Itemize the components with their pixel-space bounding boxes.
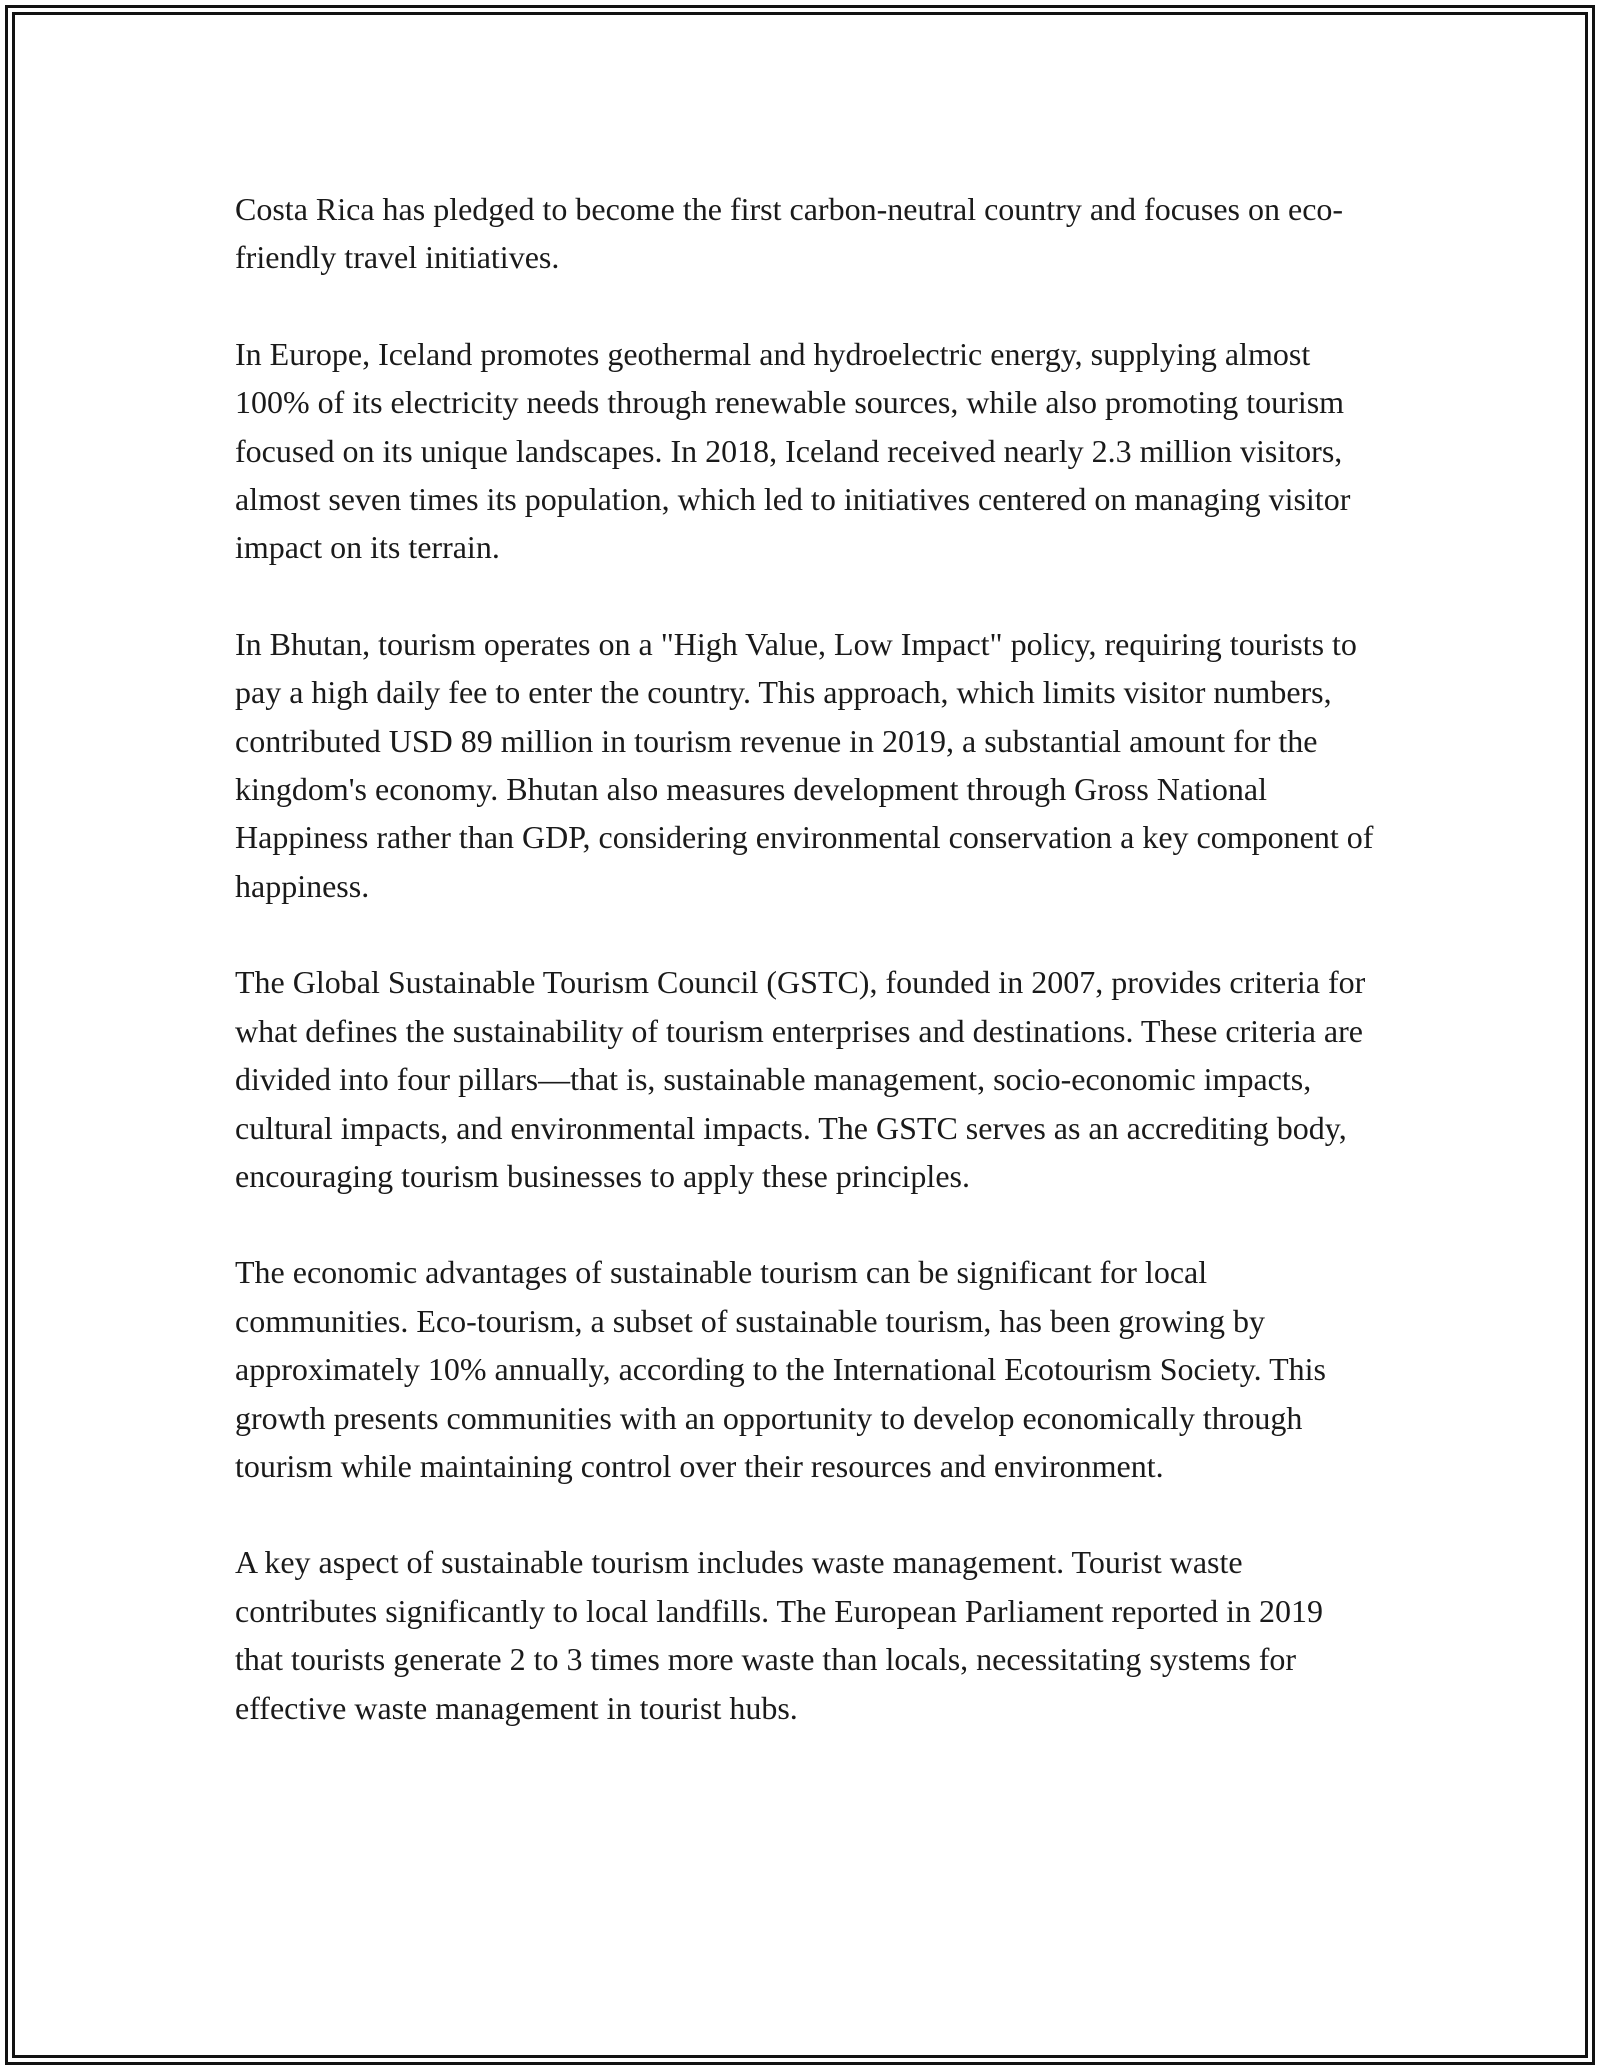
paragraph-gstc: The Global Sustainable Tourism Council (GSTC), founded in 2007, provides criteria for what defines the sustainability of tourism enterprises and destinations. These criteria are divided into four pillars—that is, sustainable management, socio-economic impacts, cultural impacts, and environmental impacts. The GSTC serves as an accrediting body, encouraging tourism businesses to apply these principles.	[235, 964, 1366, 1194]
paragraph-bhutan: In Bhutan, tourism operates on a "High Value, Low Impact" policy, requiring tourists to pay a high daily fee to enter the country. This approach, which limits visitor numbers, contributed USD 89 million in tourism revenue in 2019, a substantial amount for the kingdom's economy. Bhutan also measures development through Gross National Happiness rather than GDP, considering environmental conservation a key component of happiness.	[235, 625, 1374, 904]
paragraph-waste-management: A key aspect of sustainable tourism includes waste management. Tourist waste contributes significantly to local landfills. The European Parliament reported in 2019 that tourists generate 2 to 3 times more waste than locals, necessitating systems for effective waste management in tourist hubs.	[235, 1544, 1324, 1726]
paragraph-iceland: In Europe, Iceland promotes geothermal and hydroelectric energy, supplying almost 100% of its electricity needs through renewable sources, while also promoting tourism focused on its unique landscapes. In 2018, Iceland received nearly 2.3 million visitors, almost seven times its population, which led to initiatives centered on managing visitor impact on its terrain.	[235, 335, 1351, 566]
paragraph-economic-advantages: The economic advantages of sustainable tourism can be significant for local communities. Eco-tourism, a subset of sustainable tourism, has been growing by approximately 10% annually, according to the International Ecotourism Society. This growth presents communities with an opportunity to develop economically through tourism while maintaining control over their resources and environment.	[235, 1254, 1326, 1484]
page-body	[235, 185, 1375, 1780]
paragraph-costa-rica: Costa Rica has pledged to become the first carbon-neutral country and focuses on eco-friendly travel initiatives.	[235, 191, 1344, 276]
